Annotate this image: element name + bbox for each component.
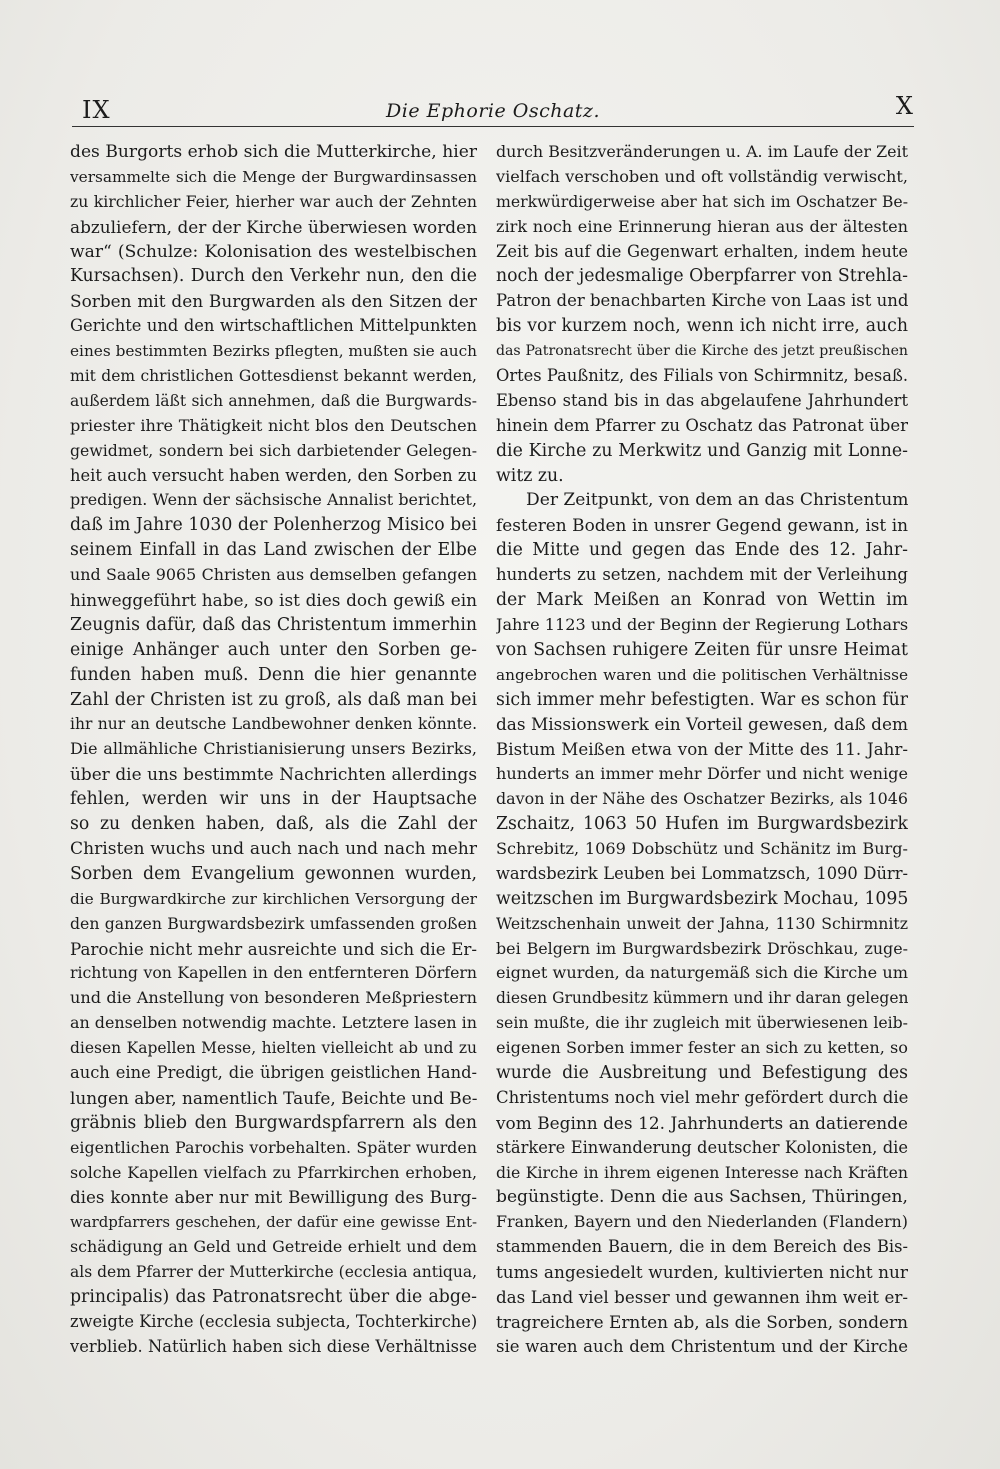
text-line: die Mitte und gegen das Ende des 12. Jahr- xyxy=(496,540,908,561)
text-line: so zu denken haben, daß, als die Zahl der xyxy=(70,814,477,835)
text-line: stärkere Einwanderung deutscher Kolonisten, die xyxy=(496,1137,908,1157)
text-line: seinem Einfall in das Land zwischen der Elbe xyxy=(70,540,477,561)
text-line: und die Anstellung von besonderen Meßpriestern xyxy=(70,988,477,1008)
text-line: außerdem läßt sich annehmen, daß die Burgwards- xyxy=(70,391,477,410)
text-line: sein mußte, die ihr zugleich mit überwiesenen leib- xyxy=(496,1013,908,1033)
text-line: an denselben notwendig machte. Letztere lasen in xyxy=(70,1013,477,1033)
text-line: Schrebitz, 1069 Dobschütz und Schänitz im Burg- xyxy=(496,838,908,858)
text-line: witz zu. xyxy=(496,465,564,486)
text-line: heit auch versucht haben werden, den Sorben zu xyxy=(70,465,477,485)
right-text-column xyxy=(496,140,908,1360)
text-line: als dem Pfarrer der Mutterkirche (ecclesia antiqua, xyxy=(70,1263,477,1282)
header-rule xyxy=(72,126,914,127)
text-line: gewidmet, sondern bei sich darbietender Gelegen- xyxy=(70,440,477,460)
text-line: diesen Grundbesitz kümmern und ihr daran gelegen xyxy=(496,989,908,1008)
text-line: Parochie nicht mehr ausreichte und sich die Er- xyxy=(70,938,477,959)
text-line: wardsbezirk Leuben bei Lommatzsch, 1090 Dürr- xyxy=(496,863,908,883)
text-line: zirk noch eine Erinnerung hieran aus der ältesten xyxy=(496,216,908,236)
text-line: merkwürdigerweise aber hat sich im Oschatzer Be- xyxy=(496,191,908,211)
running-title: Die Ephorie Oschatz. xyxy=(386,100,600,122)
text-line: dies konnte aber nur mit Bewilligung des Burg- xyxy=(70,1187,477,1208)
text-line: über die uns bestimmte Nachrichten allerdings xyxy=(70,764,477,785)
text-line: Zeugnis dafür, daß das Christentum immerhin xyxy=(70,614,477,635)
text-line: eines bestimmten Bezirks pflegten, mußten sie auch xyxy=(70,342,477,361)
text-line: verblieb. Natürlich haben sich diese Verhältnisse xyxy=(70,1336,477,1356)
text-line: stammenden Bauern, die in dem Bereich des Bis- xyxy=(496,1237,908,1257)
text-line: die Kirche in ihrem eigenen Interesse nach Kräften xyxy=(496,1162,908,1182)
page-number-right: X xyxy=(895,92,914,120)
text-line: sich immer mehr befestigten. War es schon für xyxy=(496,689,908,710)
text-line: das Missionswerk ein Vorteil gewesen, daß dem xyxy=(496,714,908,735)
text-line: ihr nur an deutsche Landbewohner denken könnte. xyxy=(70,715,477,734)
text-line: der Mark Meißen an Konrad von Wettin im xyxy=(496,590,908,611)
text-line: gräbnis blieb den Burgwardspfarrern als den xyxy=(70,1112,477,1133)
text-line: diesen Kapellen Messe, hielten vielleicht ab und zu xyxy=(70,1039,477,1058)
text-line: Kursachsen). Durch den Verkehr nun, den die xyxy=(70,266,477,287)
text-line: davon in der Nähe des Oschatzer Bezirks, als 1046 xyxy=(496,789,908,809)
text-line: das Land viel besser und gewannen ihm weit er- xyxy=(496,1286,908,1307)
text-line: tums angesiedelt wurden, kultivierten nicht nur xyxy=(496,1262,908,1283)
text-line: Christen wuchs und auch nach und nach mehr xyxy=(70,838,477,859)
text-line: abzuliefern, der der Kirche überwiesen worden xyxy=(70,216,477,237)
text-line: einige Anhänger auch unter den Sorben ge- xyxy=(70,639,477,660)
text-line: priester ihre Thätigkeit nicht blos den Deutschen xyxy=(70,415,477,435)
text-line: mit dem christlichen Gottesdienst bekannt werden, xyxy=(70,367,477,386)
text-line: daß im Jahre 1030 der Polenherzog Misico bei xyxy=(70,515,477,536)
text-line: lungen aber, namentlich Taufe, Beichte und Be- xyxy=(70,1087,477,1108)
text-line: Ortes Paußnitz, des Filials von Schirmnitz, besaß. xyxy=(496,366,908,386)
text-line: weitzschen im Burgwardsbezirk Mochau, 1095 xyxy=(496,888,908,909)
text-line: Zahl der Christen ist zu groß, als daß man bei xyxy=(70,689,477,710)
text-line: Gerichte und den wirtschaftlichen Mittelpunkten xyxy=(70,316,477,336)
text-line: richtung von Kapellen in den entfernteren Dörfern xyxy=(70,963,477,983)
text-line: Sorben dem Evangelium gewonnen wurden, xyxy=(70,863,477,884)
text-line: versammelte sich die Menge der Burgwardinsassen xyxy=(70,167,477,186)
text-line: begünstigte. Denn die aus Sachsen, Thüringen, xyxy=(496,1187,908,1208)
text-line: zu kirchlicher Feier, hierher war auch der Zehnten xyxy=(70,191,477,211)
text-line: wardpfarrers geschehen, der dafür eine gewisse Ent- xyxy=(70,1213,477,1232)
text-line: solche Kapellen vielfach zu Pfarrkirchen erhoben, xyxy=(70,1162,477,1182)
text-line: Patron der benachbarten Kirche von Laas ist und xyxy=(496,291,908,311)
text-line: Franken, Bayern und den Niederlanden (Flandern) xyxy=(496,1212,908,1232)
text-line: und Saale 9065 Christen aus demselben gefangen xyxy=(70,565,477,585)
text-line: Christentums noch viel mehr gefördert durch die xyxy=(496,1087,908,1107)
text-line: den ganzen Burgwardsbezirk umfassenden großen xyxy=(70,913,477,933)
text-line: eigenen Sorben immer fester an sich zu ketten, so xyxy=(496,1038,908,1058)
text-line: Die allmähliche Christianisierung unsers Bezirks, xyxy=(70,739,477,759)
text-line: des Burgorts erhob sich die Mutterkirche, hier xyxy=(70,142,477,162)
text-line: eignet wurden, da naturgemäß sich die Kirche um xyxy=(496,963,908,983)
text-line: das Patronatsrecht über die Kirche des jetzt preußischen xyxy=(496,343,908,360)
text-line: hinweggeführt habe, so ist dies doch gewiß ein xyxy=(70,590,477,611)
text-line: angebrochen waren und die politischen Verhältnisse xyxy=(496,665,908,684)
page-number-left: IX xyxy=(82,96,111,124)
text-line: zweigte Kirche (ecclesia subjecta, Tochterkirche) xyxy=(70,1311,477,1331)
text-line: Bistum Meißen etwa von der Mitte des 11. Jahr- xyxy=(496,739,908,760)
text-line: Der Zeitpunkt, von dem an das Christentum xyxy=(526,490,908,511)
text-line: von Sachsen ruhigere Zeiten für unsre Heimat xyxy=(496,639,908,660)
text-line: predigen. Wenn der sächsische Annalist berichtet, xyxy=(70,490,477,510)
text-line: sie waren auch dem Christentum und der Kirche xyxy=(496,1336,908,1356)
text-line: principalis) das Patronatsrecht über die abge- xyxy=(70,1286,477,1307)
text-line: bis vor kurzem noch, wenn ich nicht irre, auch xyxy=(496,316,908,337)
text-line: die Kirche zu Merkwitz und Ganzig mit Lonne- xyxy=(496,440,908,461)
text-line: wurde die Ausbreitung und Befestigung des xyxy=(496,1062,908,1083)
text-line: festeren Boden in unsrer Gegend gewann, ist in xyxy=(496,515,908,536)
text-line: tragreichere Ernten ab, als die Sorben, sondern xyxy=(496,1311,908,1332)
text-line: auch eine Predigt, die übrigen geistlichen Hand- xyxy=(70,1062,477,1082)
text-line: Zschaitz, 1063 50 Hufen im Burgwardsbezirk xyxy=(496,814,908,835)
text-line: noch der jedesmalige Oberpfarrer von Strehla- xyxy=(496,266,908,287)
text-line: Zeit bis auf die Gegenwart erhalten, indem heute xyxy=(496,241,908,261)
text-line: hunderts an immer mehr Dörfer und nicht wenige xyxy=(496,764,908,784)
text-line: vom Beginn des 12. Jahrhunderts an datierende xyxy=(496,1112,908,1133)
text-line: hunderts zu setzen, nachdem mit der Verleihung xyxy=(496,565,908,585)
text-line: funden haben muß. Denn die hier genannte xyxy=(70,664,477,685)
text-line: war“ (Schulze: Kolonisation des westelbischen xyxy=(70,241,477,262)
text-line: eigentlichen Parochis vorbehalten. Später wurden xyxy=(70,1137,477,1157)
left-text-column xyxy=(70,140,477,1360)
text-line: Jahre 1123 und der Beginn der Regierung Lothars xyxy=(496,614,908,634)
text-line: vielfach verschoben und oft vollständig verwischt, xyxy=(496,166,908,186)
text-line: bei Belgern im Burgwardsbezirk Dröschkau, zuge- xyxy=(496,938,908,958)
text-line: durch Besitzveränderungen u. A. im Laufe der Zeit xyxy=(496,142,908,161)
text-line: hinein dem Pfarrer zu Oschatz das Patronat über xyxy=(496,415,908,435)
text-line: schädigung an Geld und Getreide erhielt und dem xyxy=(70,1237,477,1257)
text-line: fehlen, werden wir uns in der Hauptsache xyxy=(70,789,477,810)
text-line: Ebenso stand bis in das abgelaufene Jahrhundert xyxy=(496,390,908,410)
text-line: die Burgwardkirche zur kirchlichen Versorgung der xyxy=(70,889,477,908)
text-line: Weitzschenhain unweit der Jahna, 1130 Schirmnitz xyxy=(496,913,908,933)
text-line: Sorben mit den Burgwarden als den Sitzen der xyxy=(70,291,477,312)
